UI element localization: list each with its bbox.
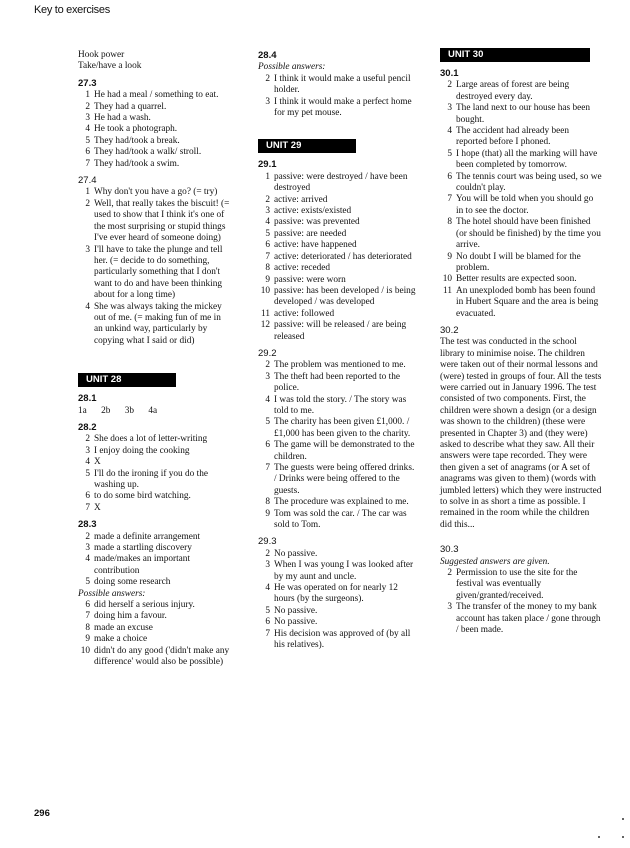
answer-text: I was told the story. / The story was told to me.	[274, 394, 407, 416]
answer-number: 5	[85, 468, 90, 479]
answer-number: 6	[265, 440, 270, 451]
answer-number: 3	[265, 371, 270, 382]
possible-answers-label: Possible answers:	[78, 588, 146, 599]
answer-text: He had a wash.	[94, 113, 151, 124]
answer-number: 2	[265, 548, 270, 559]
speck-mark	[622, 818, 624, 820]
answer-list	[78, 600, 230, 668]
answer-text: I enjoy doing the cooking	[94, 445, 190, 456]
answer-text: active: exists/existed	[274, 206, 352, 217]
answer-number: 7	[447, 194, 452, 205]
answer-item	[258, 629, 418, 652]
section-heading: 29.3	[258, 536, 277, 548]
answer-item	[78, 646, 230, 669]
answer-text: made/makes an important contribution	[94, 554, 191, 576]
answer-number: 7	[85, 502, 90, 513]
answer-item	[440, 149, 602, 172]
answer-item	[440, 103, 602, 126]
answer-item	[258, 320, 418, 343]
answer-number: 11	[443, 285, 452, 296]
answer-item	[258, 206, 418, 217]
answer-item	[258, 463, 418, 497]
answer-number: 5	[447, 148, 452, 159]
answer-text: His decision was approved of (by all his relatives).	[274, 628, 411, 651]
answer-item	[258, 263, 418, 274]
answer-list	[258, 360, 418, 531]
answer-text: passive: will be released / are being released	[274, 320, 407, 342]
answer-item	[440, 274, 602, 285]
section-heading: 30.3	[440, 544, 459, 556]
section-heading: 28.1	[78, 393, 97, 405]
answer-number: 6	[85, 491, 90, 502]
answer-number: 12	[260, 320, 270, 331]
answer-item	[78, 503, 230, 514]
answer-text: When I was young I was looked after by my aunt and uncle.	[274, 560, 414, 582]
section-heading: 27.3	[78, 77, 97, 89]
answer-number: 7	[85, 611, 90, 622]
answer-number: 2	[85, 101, 90, 112]
answer-text: passive: were destroyed / have been destroyed	[274, 171, 408, 194]
answer-item	[258, 583, 418, 606]
answer-item	[258, 549, 418, 560]
answer-item	[258, 74, 418, 97]
answer-text: The charity has been given £1,000. / £1,000 has been given to the charity.	[274, 417, 411, 439]
answer-number: 2	[85, 531, 90, 542]
answer-item	[440, 217, 602, 251]
answer-item	[258, 240, 418, 251]
answer-number: 6	[85, 600, 90, 611]
answer-text: made an excuse	[94, 622, 153, 633]
answer-text: No passive.	[274, 605, 318, 616]
answer-number: 4	[85, 124, 90, 135]
intro-line: Hook power	[78, 50, 125, 60]
answer-text: I'll have to take the plunge and tell her. (= decide to do something, particularly something that I don't want to do and have been thinking about for a long time)	[94, 244, 223, 301]
answer-number: 2	[85, 434, 90, 445]
answer-item	[258, 286, 418, 309]
answer-item	[78, 457, 230, 468]
answer-item	[258, 497, 418, 508]
answer-text: They had/took a break.	[94, 135, 180, 146]
answer-text: The problem was mentioned to me.	[274, 360, 406, 371]
answer-item	[258, 217, 418, 228]
answer-number: 5	[85, 135, 90, 146]
answer-text: active: arrived	[274, 194, 328, 205]
answer-number: 6	[265, 240, 270, 251]
answer-item	[258, 360, 418, 371]
answer-item	[440, 286, 602, 320]
answer-number: 1	[85, 187, 90, 198]
answer-text: active: followed	[274, 308, 335, 319]
answer-text: active: have happened	[274, 240, 357, 251]
answer-number: 4	[85, 301, 90, 312]
answer-text: The land next to our house has been bought.	[456, 103, 590, 125]
section-heading: 28.4	[258, 50, 277, 61]
answer-text: Tom was sold the car. / The car was sold to Tom.	[274, 508, 407, 531]
answer-number: 5	[85, 577, 90, 588]
answer-item	[78, 245, 230, 302]
answer-list	[258, 172, 418, 343]
answer-text: active: receded	[274, 263, 330, 274]
answer-number: 10	[260, 285, 270, 296]
answer-number: 9	[265, 274, 270, 285]
answer-text: He took a photograph.	[94, 124, 178, 135]
answer-list	[78, 434, 230, 514]
answer-number: 7	[265, 251, 270, 262]
answer-list	[440, 80, 602, 320]
answer-text: I think it would make a useful pencil holder.	[274, 73, 411, 96]
answer-item	[78, 446, 230, 457]
answer-number: 11	[261, 308, 270, 319]
answer-text: They had/took a swim.	[94, 158, 180, 169]
answer-item	[258, 440, 418, 463]
speck-mark	[598, 836, 600, 838]
answer-number: 4	[85, 554, 90, 565]
answer-text: did herself a serious injury.	[94, 600, 195, 611]
speck-mark	[622, 836, 624, 838]
answer-text: passive: are needed	[274, 228, 347, 239]
answer-number: 3	[85, 244, 90, 255]
answer-number: 2	[265, 73, 270, 84]
answer-text: I hope (that) all the marking will have been completed by tomorrow.	[456, 148, 598, 171]
answer-list	[78, 187, 230, 347]
answer-item	[78, 634, 230, 645]
answer-number: 3	[447, 103, 452, 114]
unit-banner: UNIT 29	[258, 139, 356, 153]
answer-item	[258, 97, 418, 120]
answer-item	[440, 194, 602, 217]
answer-list	[258, 74, 418, 120]
answer-list	[440, 568, 602, 636]
answer-item	[78, 124, 230, 135]
unit-banner: UNIT 28	[78, 373, 176, 387]
answer-number: 7	[85, 158, 90, 169]
answer-number: 3	[85, 543, 90, 554]
answer-number: 4	[265, 583, 270, 594]
answer-number: 9	[447, 251, 452, 262]
answer-number: 1	[85, 90, 90, 101]
answer-item	[78, 543, 230, 554]
answer-list	[258, 549, 418, 652]
answer-number: 8	[85, 622, 90, 633]
answer-number: 7	[265, 463, 270, 473]
answer-text: She was always taking the mickey out of me. (= making fun of me in an unkind way, particularly by copying what I said or did)	[94, 301, 222, 346]
answer-number: 3	[85, 445, 90, 456]
answer-item	[258, 252, 418, 263]
answer-text: The transfer of the money to my bank account has taken place / gone through / been made.	[456, 602, 601, 636]
answer-item	[78, 623, 230, 634]
answer-number: 4	[265, 394, 270, 405]
answer-number: 4	[265, 217, 270, 228]
answer-text: passive: has been developed / is being developed / was developed	[274, 285, 416, 308]
answer-text: The accident had already been reported before I phoned.	[456, 126, 570, 148]
answer-text: No passive.	[274, 548, 318, 559]
answer-text: The hotel should have been finished (or should be finished) by the time you arrive.	[456, 217, 601, 251]
answer-item	[78, 532, 230, 543]
answer-number: 10	[80, 645, 90, 656]
answer-number: 6	[447, 171, 452, 182]
answer-number: 5	[265, 228, 270, 239]
answer-number: 5	[265, 605, 270, 616]
answer-text: An unexploded bomb has been found in Hubert Square and the area is being evacuated.	[456, 285, 599, 319]
answer-text: passive: was prevented	[274, 217, 360, 228]
answer-list	[78, 90, 230, 170]
answer-item	[78, 159, 230, 170]
answer-item	[258, 372, 418, 395]
answer-text: The game will be demonstrated to the children.	[274, 440, 415, 462]
answer-number: 2	[265, 194, 270, 205]
answer-line: 1a 2b 3b 4a	[78, 405, 158, 416]
answer-text: passive: were worn	[274, 274, 346, 285]
answer-item	[78, 136, 230, 147]
answer-number: 6	[265, 617, 270, 628]
answer-item	[258, 617, 418, 628]
answer-number: 2	[447, 80, 452, 91]
answer-item	[78, 199, 230, 245]
answer-number: 3	[265, 96, 270, 107]
answer-number: 2	[265, 360, 270, 371]
unit-banner: UNIT 30	[440, 48, 590, 62]
answer-list	[78, 532, 230, 589]
answer-number: 3	[447, 602, 452, 613]
answer-text: The procedure was explained to me.	[274, 497, 409, 508]
answer-text: doing some research	[94, 577, 171, 588]
answer-item	[78, 491, 230, 502]
answer-number: 2	[447, 568, 452, 579]
answer-item	[78, 469, 230, 492]
answer-text: made a startling discovery	[94, 543, 192, 554]
paragraph: The test was conducted in the school library to minimise noise. The children were taken out of their normal lessons and (were) tested in groups of four. All the tests were carried out in January 1996. The test consisted of two components. First, the children were shown a design (or a design was shown to the children) (these were presented in Chapter 3) and (they were) asked to describe what they saw. All their answers were tape recorded. They were then given a set of anagrams (or A set of anagrams was given to them) (words with jumbled letters) which they were instructed to solve in as short a time as possible. I remained in the room while the children did this...	[440, 337, 602, 530]
answer-text: active: deteriorated / has deteriorated	[274, 251, 412, 262]
answer-item	[258, 275, 418, 286]
answer-item	[78, 554, 230, 577]
answer-text: X	[94, 457, 101, 468]
answer-text: I'll do the ironing if you do the washing up.	[94, 468, 208, 490]
answer-item	[440, 80, 602, 103]
answer-item	[78, 600, 230, 611]
answer-item	[440, 568, 602, 602]
answer-text: He had a meal / something to eat.	[94, 90, 219, 101]
section-heading: 30.2	[440, 324, 459, 336]
answer-item	[78, 113, 230, 124]
section-heading: 28.2	[78, 421, 97, 433]
answer-text: The theft had been reported to the police.	[274, 371, 400, 394]
answer-number: 9	[85, 634, 90, 645]
answer-text: Better results are expected soon.	[456, 274, 577, 285]
answer-item	[258, 229, 418, 240]
answer-item	[258, 606, 418, 617]
answer-item	[78, 90, 230, 101]
answer-item	[78, 102, 230, 113]
answer-text: made a definite arrangement	[94, 531, 201, 542]
answer-text: Large areas of forest are being destroyed every day.	[456, 80, 570, 102]
answer-number: 8	[265, 497, 270, 508]
answer-item	[258, 509, 418, 532]
page-number: 296	[34, 808, 50, 819]
answer-item	[78, 302, 230, 348]
answer-item	[78, 434, 230, 445]
answer-text: make a choice	[94, 634, 148, 645]
answer-text: didn't do any good ('didn't make any difference' would also be possible)	[94, 645, 230, 668]
answer-item	[258, 195, 418, 206]
answer-text: No passive.	[274, 617, 318, 628]
suggested-answers-label: Suggested answers are given.	[440, 556, 550, 567]
answer-text: They had a quarrel.	[94, 101, 167, 112]
section-heading: 28.3	[78, 519, 97, 531]
answer-text: She does a lot of letter-writing	[94, 434, 208, 445]
answer-text: Permission to use the site for the festival was eventually given/granted/received.	[456, 568, 578, 601]
section-heading: 30.1	[440, 68, 459, 79]
answer-item	[258, 560, 418, 583]
possible-answers-label: Possible answers:	[258, 62, 326, 73]
answer-number: 3	[85, 113, 90, 124]
column-1	[78, 50, 230, 669]
answer-item	[440, 172, 602, 195]
answer-text: No doubt I will be blamed for the problem.	[456, 251, 581, 273]
column-2	[258, 50, 418, 652]
answer-text: Well, that really takes the biscuit! (= used to show that I think it's one of the most surprising or stupid things I've ever heard of someone doing)	[94, 198, 230, 244]
answer-item	[258, 172, 418, 195]
answer-number: 5	[265, 417, 270, 428]
answer-item	[440, 602, 602, 636]
answer-text: I think it would make a perfect home for my pet mouse.	[274, 96, 412, 119]
answer-text: The tennis court was being used, so we couldn't play.	[456, 171, 602, 194]
answer-number: 3	[265, 206, 270, 217]
answer-number: 9	[265, 508, 270, 519]
answer-number: 1	[265, 171, 270, 182]
answer-number: 8	[447, 217, 452, 228]
answer-number: 4	[85, 457, 90, 468]
answer-text: He was operated on for nearly 12 hours (by the surgeons).	[274, 583, 398, 605]
answer-number: 3	[265, 560, 270, 571]
answer-item	[258, 395, 418, 418]
answer-number: 8	[265, 263, 270, 274]
answer-item	[78, 611, 230, 622]
answer-number: 4	[447, 126, 452, 137]
section-heading: 27.4	[78, 175, 97, 187]
answer-number: 6	[85, 147, 90, 158]
answer-text: X	[94, 502, 101, 513]
section-heading: 29.1	[258, 159, 277, 171]
answer-item	[258, 417, 418, 440]
section-heading: 29.2	[258, 347, 277, 359]
answer-text: They had/took a walk/ stroll.	[94, 147, 202, 158]
answer-item	[78, 577, 230, 588]
answer-item	[440, 126, 602, 149]
answer-item	[78, 187, 230, 198]
intro-line: Take/have a look	[78, 61, 142, 72]
answer-text: doing him a favour.	[94, 611, 167, 622]
answer-item	[440, 252, 602, 275]
answer-item	[78, 147, 230, 158]
answer-number: 10	[442, 274, 452, 285]
page-header: Key to exercises	[34, 4, 110, 16]
answer-text: Why don't you have a go? (= try)	[94, 187, 218, 198]
answer-item	[258, 309, 418, 320]
answer-number: 2	[85, 198, 90, 209]
answer-text: to do some bird watching.	[94, 491, 191, 502]
answer-text: You will be told when you should go in to see the doctor.	[456, 194, 594, 216]
answer-number: 7	[265, 628, 270, 639]
answer-text: The guests were being offered drinks. / Drinks were being offered to the guests.	[274, 463, 415, 496]
column-3	[440, 50, 602, 637]
